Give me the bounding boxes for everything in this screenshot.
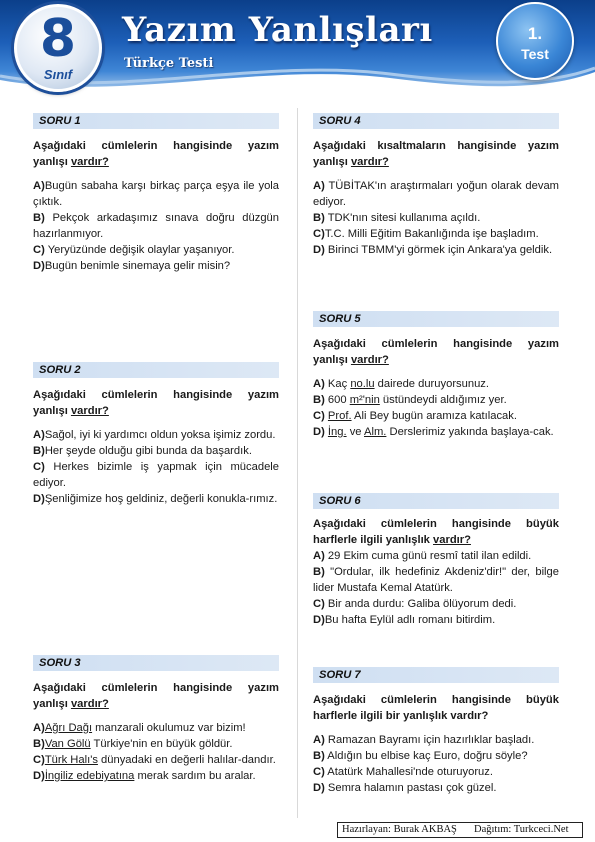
option-d[interactable] [33, 491, 279, 507]
grade-label: Sınıf [43, 67, 73, 82]
option-letter: B) [313, 566, 325, 578]
question-label: SORU 1 [33, 113, 279, 129]
option-underlined: İngiliz edebiyatına [44, 770, 135, 782]
stem-text: Aşağıdaki kısaltmaların hangisinde yazım yanlışı [313, 140, 559, 168]
option-d[interactable] [33, 768, 279, 784]
option-letter: A) [313, 734, 325, 746]
option-letter: C) [313, 410, 325, 422]
option-text: Bugün benimle sinemaya gelir misin? [44, 260, 231, 272]
option-c[interactable] [33, 242, 279, 258]
question-stem [313, 138, 559, 170]
option-underlined: Van Gölü [44, 738, 91, 750]
option-letter: A) [313, 550, 325, 562]
option-letter: B) [33, 445, 45, 457]
question-label: SORU 5 [313, 311, 559, 327]
option-text: dairede duruyorsunuz. [374, 378, 490, 390]
option-d[interactable] [313, 780, 559, 796]
option-list [313, 548, 559, 628]
option-text: Şenliğimize hoş geldiniz, değerli konukla-rımız. [44, 493, 278, 505]
stem-text: Aşağıdaki cümlelerin hangisinde yazım yanlışı [33, 140, 279, 168]
option-c[interactable] [33, 752, 279, 768]
prepared-by: Hazırlayan: Burak AKBAŞ [342, 824, 457, 835]
option-b[interactable] [313, 392, 559, 408]
option-c[interactable] [313, 408, 559, 424]
option-letter: D) [313, 426, 325, 438]
option-text: Herkes bizimle iş yapmak için mücadele ediyor. [33, 461, 279, 489]
grade-number: 8 [39, 9, 77, 69]
question-6 [313, 493, 559, 628]
option-letter: B) [313, 750, 325, 762]
option-text: Semra halamın pastası çok güzel. [324, 782, 497, 794]
option-underlined: no.lu [350, 378, 375, 390]
option-letter: B) [313, 394, 325, 406]
stem-emphasis: vardır? [433, 534, 471, 546]
option-letter: A) [33, 429, 45, 441]
grade-badge [14, 4, 102, 92]
option-letter: C) [33, 461, 45, 473]
option-a[interactable] [33, 720, 279, 736]
option-underlined: Prof. [327, 410, 352, 422]
option-b[interactable] [33, 443, 279, 459]
option-d[interactable] [313, 424, 559, 440]
option-text: Yeryüzünde değişik olaylar yaşanıyor. [44, 244, 235, 256]
option-letter: A) [33, 722, 45, 734]
option-d[interactable] [313, 242, 559, 258]
option-b[interactable] [313, 210, 559, 226]
option-b[interactable] [33, 736, 279, 752]
option-b[interactable] [313, 564, 559, 596]
option-c[interactable] [33, 459, 279, 491]
option-letter: A) [313, 180, 325, 192]
option-text: Atatürk Mahallesi'nde oturuyoruz. [324, 766, 493, 778]
question-stem: Aşağıdaki cümlelerin hangisinde büyük harflerle ilgili bir yanlışlık vardır? [313, 694, 559, 722]
option-a[interactable] [313, 548, 559, 564]
option-underlined: m²'nin [349, 394, 380, 406]
question-label: SORU 2 [33, 362, 279, 378]
option-text: Bir anda durdu: Galiba ölüyorum dedi. [324, 598, 517, 610]
option-a[interactable] [313, 732, 559, 748]
option-letter: B) [313, 212, 325, 224]
stem-text: Aşağıdaki cümlelerin hangisinde yazım yanlışı [33, 389, 279, 417]
option-b[interactable] [33, 210, 279, 242]
question-3 [33, 655, 279, 784]
question-label: SORU 4 [313, 113, 559, 129]
option-c[interactable] [313, 764, 559, 780]
test-label: Test [521, 46, 549, 62]
question-stem [33, 387, 279, 419]
option-list [313, 178, 559, 258]
option-text: Bu hafta Eylül adlı romanı bitirdim. [324, 614, 496, 626]
option-letter: A) [33, 180, 45, 192]
option-d[interactable] [33, 258, 279, 274]
option-text: Her şeyde olduğu gibi bunda da başardık. [44, 445, 252, 457]
column-divider [297, 108, 298, 818]
option-letter: D) [33, 260, 45, 272]
option-letter: D) [33, 493, 45, 505]
question-label: SORU 7 [313, 667, 559, 683]
option-text: Bugün sabaha karşı birkaç parça eşya ile yola çıktık. [33, 180, 279, 208]
question-stem [313, 516, 559, 548]
option-text: TDK'nın sitesi kullanıma açıldı. [324, 212, 481, 224]
stem-emphasis: vardır? [350, 156, 389, 168]
option-list [313, 376, 559, 440]
option-text: Derslerimiz yakında başlaya-cak. [386, 426, 554, 438]
test-number: 1. [527, 24, 543, 43]
question-2 [33, 362, 279, 507]
option-letter: B) [33, 738, 45, 750]
option-letter: C) [33, 754, 45, 766]
question-label: SORU 3 [33, 655, 279, 671]
question-stem [313, 336, 559, 368]
question-7 [313, 667, 559, 796]
option-letter: B) [33, 212, 45, 224]
option-list [33, 427, 279, 507]
stem-emphasis: vardır? [70, 156, 109, 168]
option-a[interactable] [313, 178, 559, 210]
option-letter: D) [313, 782, 325, 794]
option-text: manzarali okulumuz var bizim! [92, 722, 246, 734]
option-text: Türkiye'nin en büyük göldür. [90, 738, 233, 750]
option-text: merak sardım bu aralar. [134, 770, 256, 782]
option-b[interactable] [313, 748, 559, 764]
option-c[interactable] [313, 226, 559, 242]
test-badge [496, 2, 574, 80]
option-letter: A) [313, 378, 325, 390]
option-text: "Ordular, ilk hedefiniz Akdeniz'dir!" der, bilge lider Mustafa Kemal Atatürk. [313, 566, 559, 594]
stem-emphasis: vardır? [70, 405, 109, 417]
stem-emphasis: vardır? [350, 354, 389, 366]
option-text: üstündeydi aldığımız yer. [379, 394, 507, 406]
option-underlined: Alm. [364, 426, 387, 438]
option-text: Kaç [324, 378, 351, 390]
question-1 [33, 113, 279, 274]
option-a[interactable] [313, 376, 559, 392]
question-5 [313, 311, 559, 440]
question-4 [313, 113, 559, 258]
option-underlined: Türk Halı's [44, 754, 98, 766]
option-a[interactable] [33, 178, 279, 210]
option-c[interactable] [313, 596, 559, 612]
option-letter: C) [313, 766, 325, 778]
option-text: Pekçok arkadaşımız sınava doğru düzgün hazırlanmıyor. [33, 212, 279, 240]
option-letter: D) [313, 244, 325, 256]
stem-text: Aşağıdaki cümlelerin hangisinde büyük harflerle ilgili yanlışlık [313, 518, 559, 546]
footer-credits [337, 822, 583, 838]
option-d[interactable] [313, 612, 559, 628]
question-label: SORU 6 [313, 493, 559, 509]
option-list [33, 178, 279, 274]
stem-emphasis: vardır? [70, 698, 109, 710]
option-text: Sağol, iyi ki yardımcı oldun yoksa işimiz zordu. [44, 429, 276, 441]
stem-text: Aşağıdaki cümlelerin hangisinde yazım yanlışı [33, 682, 279, 710]
option-underlined: Ağrı Dağı [44, 722, 93, 734]
option-letter: C) [33, 244, 45, 256]
question-stem [33, 138, 279, 170]
option-text: T.C. Milli Eğitim Bakanlığında işe başladım. [324, 228, 539, 240]
option-text: 600 [324, 394, 350, 406]
option-text: TÜBİTAK'ın araştırmaları yoğun olarak devam ediyor. [313, 180, 559, 208]
option-underlined: İng. [327, 426, 347, 438]
stem-text: Aşağıdaki cümlelerin hangisinde yazım yanlışı [313, 338, 559, 366]
option-text: Ramazan Bayramı için hazırlıklar başladı. [324, 734, 535, 746]
question-stem [33, 680, 279, 712]
option-a[interactable] [33, 427, 279, 443]
page-title: Yazım Yanlışları [122, 10, 433, 50]
option-text: 29 Ekim cuma günü resmî tatil ilan edildi. [324, 550, 532, 562]
option-text: Birinci TBMM'yi görmek için Ankara'ya geldik. [324, 244, 553, 256]
option-text: dünyadaki en değerli halılar-dandır. [97, 754, 276, 766]
option-letter: C) [313, 228, 325, 240]
option-letter: C) [313, 598, 325, 610]
option-list [33, 720, 279, 784]
page-subtitle: Türkçe Testi [124, 56, 214, 71]
option-list [313, 732, 559, 796]
option-text: Aldığın bu elbise kaç Euro, doğru söyle? [324, 750, 528, 762]
option-letter: D) [33, 770, 45, 782]
option-text: Ali Bey bugün aramıza katılacak. [351, 410, 517, 422]
option-text: ve [346, 426, 365, 438]
distribution-link[interactable]: Dağıtım: Turkceci.Net [474, 824, 569, 835]
option-letter: D) [313, 614, 325, 626]
